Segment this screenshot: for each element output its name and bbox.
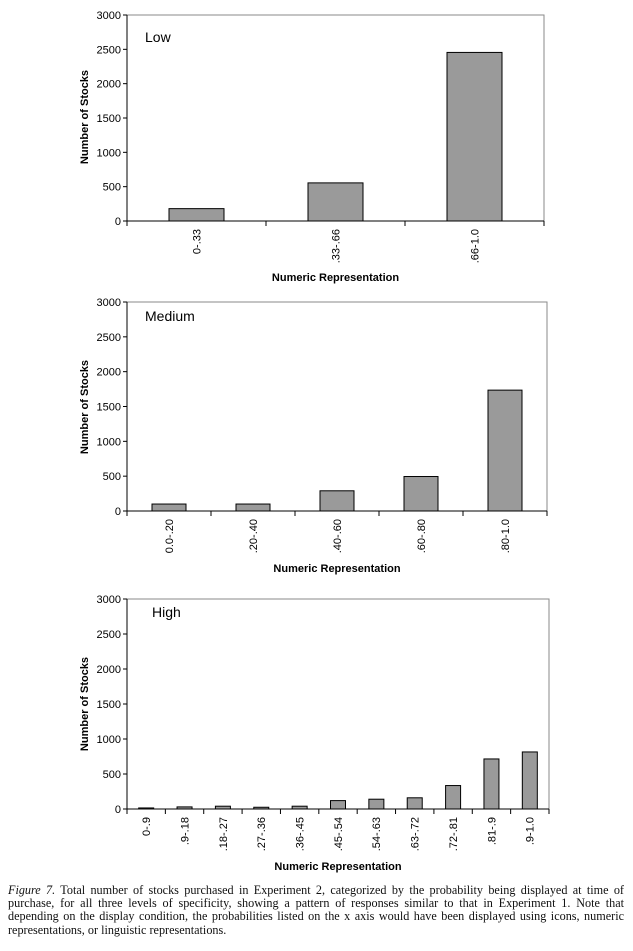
panel-3-x-tick-label: .36-.45 [294, 817, 307, 852]
panel-2-y-axis-title: Number of Stocks [79, 359, 91, 455]
panel-3-bar [407, 798, 422, 809]
panel-3-x-tick-label: .72-.81 [447, 817, 460, 852]
panel-3-x-tick-label: .54-.63 [371, 817, 384, 852]
caption-label: Figure 7. [8, 883, 56, 897]
panel-3-bar [484, 759, 499, 809]
panel-1-bar [308, 183, 363, 221]
panel-2-y-tick-label: 2500 [96, 331, 121, 344]
panel-2-bar [488, 390, 522, 511]
panel-2-x-tick-label: .40-.60 [331, 519, 344, 554]
panel-2-x-tick-label: .20-.40 [247, 519, 260, 554]
panel-2-y-tick-label: 2000 [96, 366, 121, 379]
panel-1-y-tick-label: 500 [102, 181, 121, 194]
panel-3-y-tick-label: 3000 [96, 594, 121, 606]
panel-2-x-tick-label: .60-.80 [415, 519, 428, 554]
panel-3-x-tick-label: .45-.54 [332, 817, 345, 852]
caption-text: Total number of stocks purchased in Experiment 2, categorized by the probability being displayed at time of purchase, for all three levels of specificity, showing a pattern of responses similar to that in Experiment 1. Note that depending on the display condition, the probabilities listed on the x axis would have been displayed using icons, numeric representations, or linguistic representations. [8, 883, 624, 937]
panel-1-y-tick-label: 2000 [96, 78, 121, 91]
panel-2-x-tick-label: 0.0-.20 [163, 519, 176, 554]
panel-3-y-tick-label: 1000 [96, 734, 121, 746]
panel-1-x-tick-label: 0-.33 [191, 229, 204, 255]
panel-3-x-tick-label: .27-.36 [256, 817, 269, 852]
panel-2-bar [236, 504, 270, 511]
panel-3-bar [139, 808, 154, 809]
panel-3-y-tick-label: 0 [114, 804, 121, 816]
panel-2-y-tick-label: 1500 [96, 401, 121, 414]
panel-2-x-tick-label: .80-1.0 [499, 519, 512, 554]
panel-1-y-axis-title: Number of Stocks [79, 69, 91, 165]
panel-2-x-axis-title: Numeric Representation [273, 563, 401, 575]
panel-2-y-tick-label: 1000 [96, 436, 121, 449]
panel-3-y-axis-title: Number of Stocks [79, 656, 91, 752]
panel-1-y-tick-label: 3000 [96, 10, 121, 22]
panel-2-bar [320, 491, 354, 511]
panel-3-x-axis-title: Numeric Representation [274, 861, 402, 873]
panel-1-x-tick-label: .66-1.0 [469, 229, 482, 264]
panel-2-bar [152, 504, 186, 511]
panel-3-y-tick-label: 2000 [96, 664, 121, 676]
panel-3-bar [292, 806, 307, 809]
panel-3-x-tick-label: .9-.18 [179, 817, 192, 846]
panel-2-plot-frame [127, 302, 547, 511]
panel-3-x-tick-label: .18-.27 [217, 817, 230, 852]
panel-3-bar [446, 786, 461, 809]
panel-3-bar [369, 799, 384, 809]
panel-3-bar [522, 752, 537, 809]
panel-2-y-tick-label: 0 [114, 506, 121, 518]
panel-1-x-tick-label: .33-.66 [330, 229, 343, 264]
panel-1-y-tick-label: 0 [114, 216, 121, 228]
panel-1-y-tick-label: 2500 [96, 44, 121, 57]
panel-1-y-tick-label: 1500 [96, 113, 121, 125]
panel-3-x-tick-label: .63-.72 [409, 817, 422, 852]
panel-1-bar [447, 52, 502, 221]
panel-3-y-tick-label: 1500 [96, 699, 121, 711]
panel-3-x-tick-label: .81-.9 [486, 817, 499, 846]
panel-3-bar [177, 807, 192, 809]
panel-1-y-tick-label: 1000 [96, 147, 121, 160]
panel-3-x-tick-label: 0-.9 [141, 817, 154, 836]
panel-2-y-tick-label: 500 [102, 471, 121, 484]
figure-caption [8, 884, 624, 937]
panel-2-y-tick-label: 3000 [96, 297, 121, 309]
panel-1-bar [169, 209, 224, 221]
panel-2-label: Medium [145, 308, 195, 324]
panel-3-x-tick-label: .9-1.0 [524, 817, 537, 846]
panel-2-bar [404, 477, 438, 511]
panel-3-y-tick-label: 2500 [96, 629, 121, 641]
panel-3-bar [215, 806, 230, 809]
panel-3-bar [331, 801, 346, 809]
panel-3-label: High [152, 604, 181, 620]
panel-3-y-tick-label: 500 [102, 769, 121, 781]
panel-1-label: Low [145, 29, 171, 45]
panel-1-x-axis-title: Numeric Representation [271, 272, 400, 284]
panel-3-bar [254, 807, 269, 809]
